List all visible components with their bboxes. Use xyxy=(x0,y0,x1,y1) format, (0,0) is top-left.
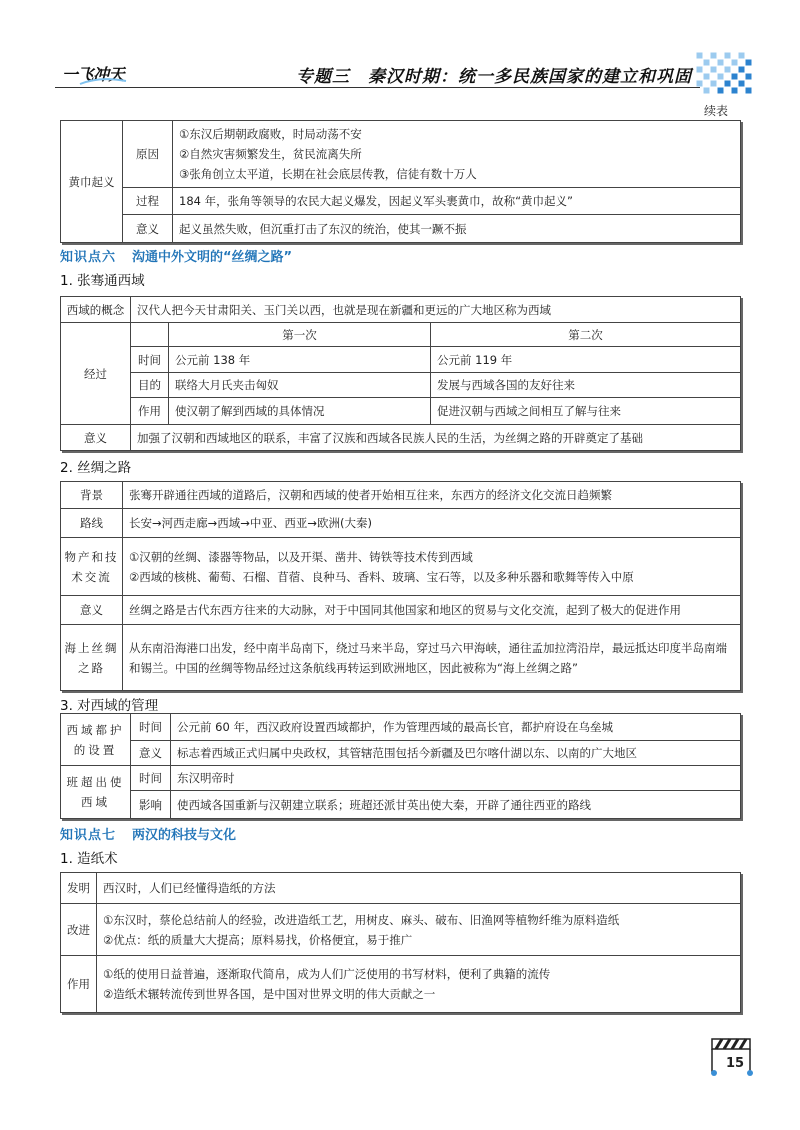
first-mission-cell: 使汉朝了解到西域的具体情况 xyxy=(169,398,431,425)
table-row xyxy=(61,373,741,398)
section-heading-7 xyxy=(60,824,236,843)
topic-cell: 黄巾起义 xyxy=(61,121,123,243)
route-cell: 长安→河西走廊→西域→中亚、西亚→欧洲(大秦) xyxy=(123,509,741,538)
cause-item: ③张角创立太平道，长期在社会底层传教，信徒有数十万人 xyxy=(179,167,477,181)
checker-square xyxy=(704,60,710,66)
checker-square xyxy=(732,60,738,66)
logo-swoosh-icon xyxy=(60,76,140,86)
checker-square xyxy=(711,81,717,87)
table-header-row xyxy=(61,323,741,347)
row-label-time: 时间 xyxy=(131,714,171,741)
row-label-invention: 发明 xyxy=(61,873,97,904)
silk-road-table xyxy=(60,481,741,691)
row-label-effect: 影响 xyxy=(131,791,171,819)
exchange-cell xyxy=(123,538,741,596)
meaning-cell: 起义虽然失败，但沉重打击了东汉的统治，使其一蹶不振 xyxy=(173,215,741,243)
checker-square xyxy=(718,74,724,80)
checker-square xyxy=(732,88,738,94)
protectorate-time-cell: 公元前 60 年，西汉政府设置西域都护，作为管理西域的最高长官，都护府设在乌垒城 xyxy=(171,714,741,741)
improve-item: ①东汉时，蔡伦总结前人的经验，改进造纸工艺，用树皮、麻头、破布、旧渔网等植物纤维为原料造纸 xyxy=(103,912,620,927)
table-row xyxy=(61,956,741,1013)
swoosh-stroke xyxy=(80,79,126,84)
table-row xyxy=(61,425,741,451)
checker-square xyxy=(704,74,710,80)
checker-square xyxy=(739,67,745,73)
table-row xyxy=(61,766,741,791)
table-row xyxy=(61,791,741,819)
checker-square xyxy=(732,74,738,80)
improve-item: ②优点：纸的质量大大提高；原料易找，价格便宜，易于推广 xyxy=(103,932,413,947)
first-mission-cell: 联络大月氏夹击匈奴 xyxy=(169,373,431,398)
background-cell: 张骞开辟通往西域的道路后，汉朝和西域的使者开始相互往来，东西方的经济文化交流日趋频繁 xyxy=(123,482,741,509)
table-row xyxy=(61,482,741,509)
checker-square xyxy=(718,60,724,66)
row-label-background: 背景 xyxy=(61,482,123,509)
checker-square xyxy=(725,53,731,59)
clapper-dot-left xyxy=(711,1070,717,1076)
effect-item: ②造纸术辗转流传到世界各国，是中国对世界文明的伟大贡献之一 xyxy=(103,987,436,1001)
yellow-turban-uprising-table xyxy=(60,120,741,243)
second-mission-cell: 公元前 119 年 xyxy=(431,347,741,373)
checker-square xyxy=(697,81,703,87)
page-number-badge xyxy=(704,1034,756,1080)
row-label-process: 过程 xyxy=(123,188,173,215)
subheading-papermaking: 1. 造纸术 xyxy=(60,851,118,867)
row-label-process: 经过 xyxy=(61,323,131,425)
invention-cell: 西汉时，人们已经懂得造纸的方法 xyxy=(97,873,741,904)
process-cell: 184 年，张角等领导的农民大起义爆发，因起义军头裹黄巾，故称“黄巾起义” xyxy=(173,188,741,215)
cause-item: ①东汉后期朝政腐败，时局动荡不安 xyxy=(179,127,362,141)
table-row xyxy=(61,297,741,323)
banchao-effect-cell: 使西域各国重新与汉朝建立联系；班超还派甘英出使大秦，开辟了通往西亚的路线 xyxy=(171,791,741,819)
maritime-cell: 从东南沿海港口出发，经中南半岛南下，绕过马来半岛，穿过马六甲海峡，通往孟加拉湾沿岸，最远抵达印度半岛南端和锡兰。中国的丝绸等物品经过这条航线再转运到欧洲地区，因此被称为“海上丝绸之路” xyxy=(123,625,741,691)
row-label-meaning: 意义 xyxy=(123,215,173,243)
exchange-item: ②西域的核桃、葡萄、石榴、苜蓿、良种马、香料、玻璃、宝石等，以及多种乐器和歌舞等传入中原 xyxy=(129,569,634,584)
checker-square xyxy=(739,53,745,59)
checker-square xyxy=(725,81,731,87)
table-row xyxy=(61,538,741,596)
table-row xyxy=(61,741,741,766)
cause-cell xyxy=(173,121,741,188)
empty-cell xyxy=(131,323,169,347)
row-label-banchao: 班超出使西域 xyxy=(61,766,131,819)
improve-cell xyxy=(97,904,741,956)
row-label-maritime: 海上丝绸之路 xyxy=(61,625,123,691)
header-rule xyxy=(55,87,700,88)
second-mission-cell: 促进汉朝与西域之间相互了解与往来 xyxy=(431,398,741,425)
table-row xyxy=(61,509,741,538)
checker-square xyxy=(711,53,717,59)
section-tag: 知识点六 xyxy=(60,250,117,265)
western-regions-management-table xyxy=(60,713,741,819)
row-label-improve: 改进 xyxy=(61,904,97,956)
row-label-purpose: 目的 xyxy=(131,373,169,398)
row-label-concept: 西域的概念 xyxy=(61,297,131,323)
chapter-title: 专题三 秦汉时期：统一多民族国家的建立和巩固 xyxy=(296,67,692,87)
table-row xyxy=(61,714,741,741)
section-tag: 知识点七 xyxy=(60,828,117,843)
logo-text: 一飞冲天 xyxy=(62,65,125,84)
row-label-meaning: 意义 xyxy=(131,741,171,766)
row-label-protectorate: 西域都护的设置 xyxy=(61,714,131,766)
row-label-route: 路线 xyxy=(61,509,123,538)
exchange-item: ①汉朝的丝绸、漆器等物品，以及开渠、凿井、铸铁等技术传到西域 xyxy=(129,549,473,564)
row-label-effect: 作用 xyxy=(61,956,97,1013)
page-number: 15 xyxy=(726,1056,745,1071)
subheading-silkroad: 2. 丝绸之路 xyxy=(60,460,132,476)
table-row xyxy=(61,596,741,625)
subheading-zhangqian: 1. 张骞通西域 xyxy=(60,273,145,289)
clapper-dot-right xyxy=(747,1070,753,1076)
first-mission-cell: 公元前 138 年 xyxy=(169,347,431,373)
effect-cell xyxy=(97,956,741,1013)
checker-square xyxy=(697,53,703,59)
papermaking-table xyxy=(60,872,741,1013)
second-mission-cell: 发展与西域各国的友好往来 xyxy=(431,373,741,398)
meaning-cell: 丝绸之路是古代东西方往来的大动脉，对于中国同其他国家和地区的贸易与文化交流，起到了极大的促进作用 xyxy=(123,596,741,625)
concept-cell: 汉代人把今天甘肃阳关、玉门关以西，也就是现在新疆和更远的广大地区称为西域 xyxy=(131,297,741,323)
table-row xyxy=(61,188,741,215)
row-label-meaning: 意义 xyxy=(61,425,131,451)
checker-square xyxy=(718,88,724,94)
effect-item: ①纸的使用日益普遍，逐渐取代简帛，成为人们广泛使用的书写材料，便利了典籍的流传 xyxy=(103,967,551,981)
table-row xyxy=(61,873,741,904)
row-label-time: 时间 xyxy=(131,766,171,791)
brand-logo xyxy=(60,60,150,86)
protectorate-meaning-cell: 标志着西域正式归属中央政权，其管辖范围包括今新疆及巴尔喀什湖以东、以南的广大地区 xyxy=(171,741,741,766)
column-header-second: 第二次 xyxy=(431,323,741,347)
row-label-meaning: 意义 xyxy=(61,596,123,625)
table-row xyxy=(61,347,741,373)
checker-pattern-icon xyxy=(696,52,754,96)
banchao-time-cell: 东汉明帝时 xyxy=(171,766,741,791)
checker-square xyxy=(711,67,717,73)
checker-square xyxy=(739,81,745,87)
section-title: 沟通中外文明的“丝绸之路” xyxy=(132,250,293,265)
checker-square xyxy=(704,88,710,94)
checker-square xyxy=(697,67,703,73)
table-row xyxy=(61,625,741,691)
row-label-time: 时间 xyxy=(131,347,169,373)
subheading-management: 3. 对西域的管理 xyxy=(60,698,159,714)
checker-square xyxy=(746,74,752,80)
cause-item: ②自然灾害频繁发生，贫民流离失所 xyxy=(179,147,362,161)
table-row xyxy=(61,904,741,956)
table-row xyxy=(61,398,741,425)
continued-label: 续表 xyxy=(703,104,728,118)
checker-square xyxy=(746,88,752,94)
row-label-effect: 作用 xyxy=(131,398,169,425)
table-row xyxy=(61,215,741,243)
table-row xyxy=(61,121,741,188)
checker-square xyxy=(725,67,731,73)
meaning-cell: 加强了汉朝和西域地区的联系，丰富了汉族和西域各民族人民的生活，为丝绸之路的开辟奠定了基础 xyxy=(131,425,741,451)
section-title: 两汉的科技与文化 xyxy=(132,828,237,843)
row-label-cause: 原因 xyxy=(123,121,173,188)
zhangqian-table xyxy=(60,296,741,451)
checker-square xyxy=(746,60,752,66)
row-label-exchange: 物产和技术交流 xyxy=(61,538,123,596)
column-header-first: 第一次 xyxy=(169,323,431,347)
section-heading-6 xyxy=(60,246,292,265)
